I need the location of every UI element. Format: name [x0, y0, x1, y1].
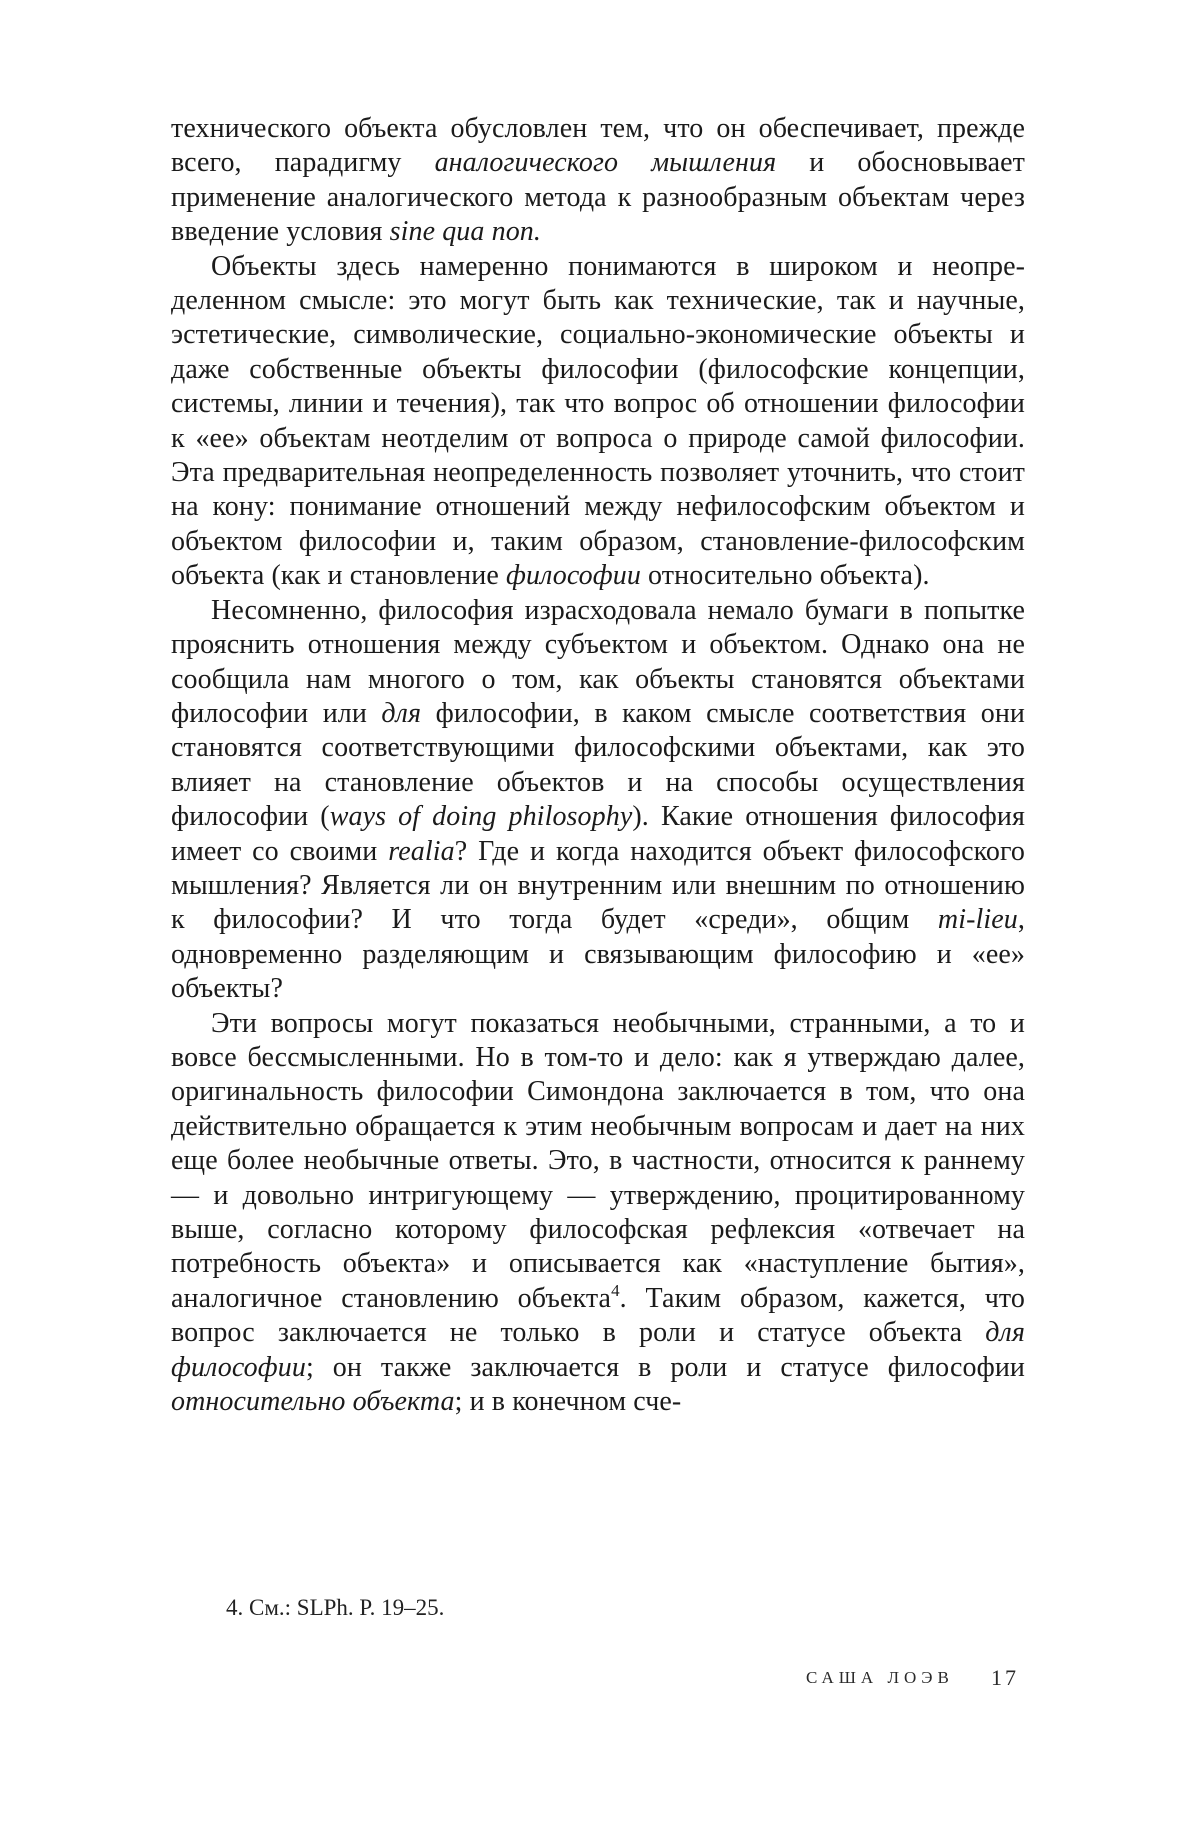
italic-run: realia: [388, 835, 455, 867]
body-text: [171, 112, 1025, 1419]
page-footer: [0, 1663, 1200, 1693]
text-run: ; он также заключается в роли и статусе философии: [305, 1351, 1025, 1383]
italic-run: для философии: [171, 1317, 1025, 1383]
text-run: Эти вопросы могут показаться необычными, странными, а то и вовсе бессмысленными. Но в том-то и дело: как я утверждаю далее, оригинальность философии Симондона заключается в том, что она действительно обращается к этим необычным вопросам и дает на них еще более необычные ответы. Это, в частности, относится к раннему — и довольно интригующему — утверждению, процитированному выше, согласно которому философская рефлексия «отвечает на потребность объекта» и описывается как «наступление бытия», аналогичное становлению объекта: [171, 1007, 1025, 1314]
italic-run: для: [381, 697, 422, 729]
text-run: ). Какие отношения философия имеет со своими: [171, 801, 1025, 867]
text-run: ; и в конечном сче-: [454, 1386, 682, 1418]
italic-run: философии: [505, 560, 641, 592]
running-footer-author: САША ЛОЭВ: [806, 1668, 954, 1687]
italic-run: аналогического мышления: [434, 147, 777, 179]
text-run: Несомненно, философия израсходовала немало бумаги в попытке прояснить отношения между субъектом и объектом. Однако она не сообщила нам многого о том, как объекты становятся объектами философии или: [171, 594, 1025, 729]
paragraph: [171, 112, 1025, 250]
text-run: относительно объекта).: [640, 560, 930, 592]
footnote-reference: 4: [611, 1280, 620, 1300]
footnote: 4. См.: SLPh. P. 19–25.: [226, 1595, 445, 1620]
text-run: философии, в каком смысле соответствия они становятся соответствующими философскими объектами, как это влияет на становление объектов и на способы осуществления философии (: [171, 697, 1025, 833]
page-number: 17: [991, 1665, 1019, 1690]
italic-run: mi-lieu: [937, 904, 1018, 936]
italic-run: относительно объекта: [171, 1386, 455, 1418]
text-run: Объекты здесь намеренно понимаются в широком и неопределенном смысле: это могут быть как технические, так и научные, эстетические, символические, социально-экономические объекты и даже собственные объекты философии (философские концепции, системы, линии и течения), так что вопрос об отношении философии к «ее» объектам неотделим от вопроса о природе самой философии. Эта предварительная неопределенность позволяет уточнить, что стоит на кону: понимание отношений между нефилософским объектом и объектом философии и, таким образом, становление-философским объекта (как и становление: [171, 250, 1025, 592]
italic-run: sine qua non.: [389, 216, 541, 248]
text-run: технического объекта обусловлен тем, что он обеспечивает, прежде всего, парадигму: [171, 113, 1025, 179]
text-run: , одновременно разделяющим и связывающим философию и «ее» объекты?: [171, 904, 1025, 1005]
text-run: . Таким образом, кажется, что вопрос заключается не только в роли и статусе объекта: [171, 1282, 1025, 1349]
italic-run: ways of doing philosophy: [329, 801, 633, 833]
text-run: и обосновывает применение аналогического метода к разнообразным объектам через введение условия: [171, 147, 1025, 248]
paragraph: [171, 250, 1025, 594]
paragraph: [171, 1007, 1025, 1420]
paragraph: [171, 594, 1025, 1007]
text-run: ? Где и когда находится объект философского мышления? Является ли он внутренним или внешним по отношению к философии? И что тогда будет «среди», общим: [171, 835, 1026, 936]
